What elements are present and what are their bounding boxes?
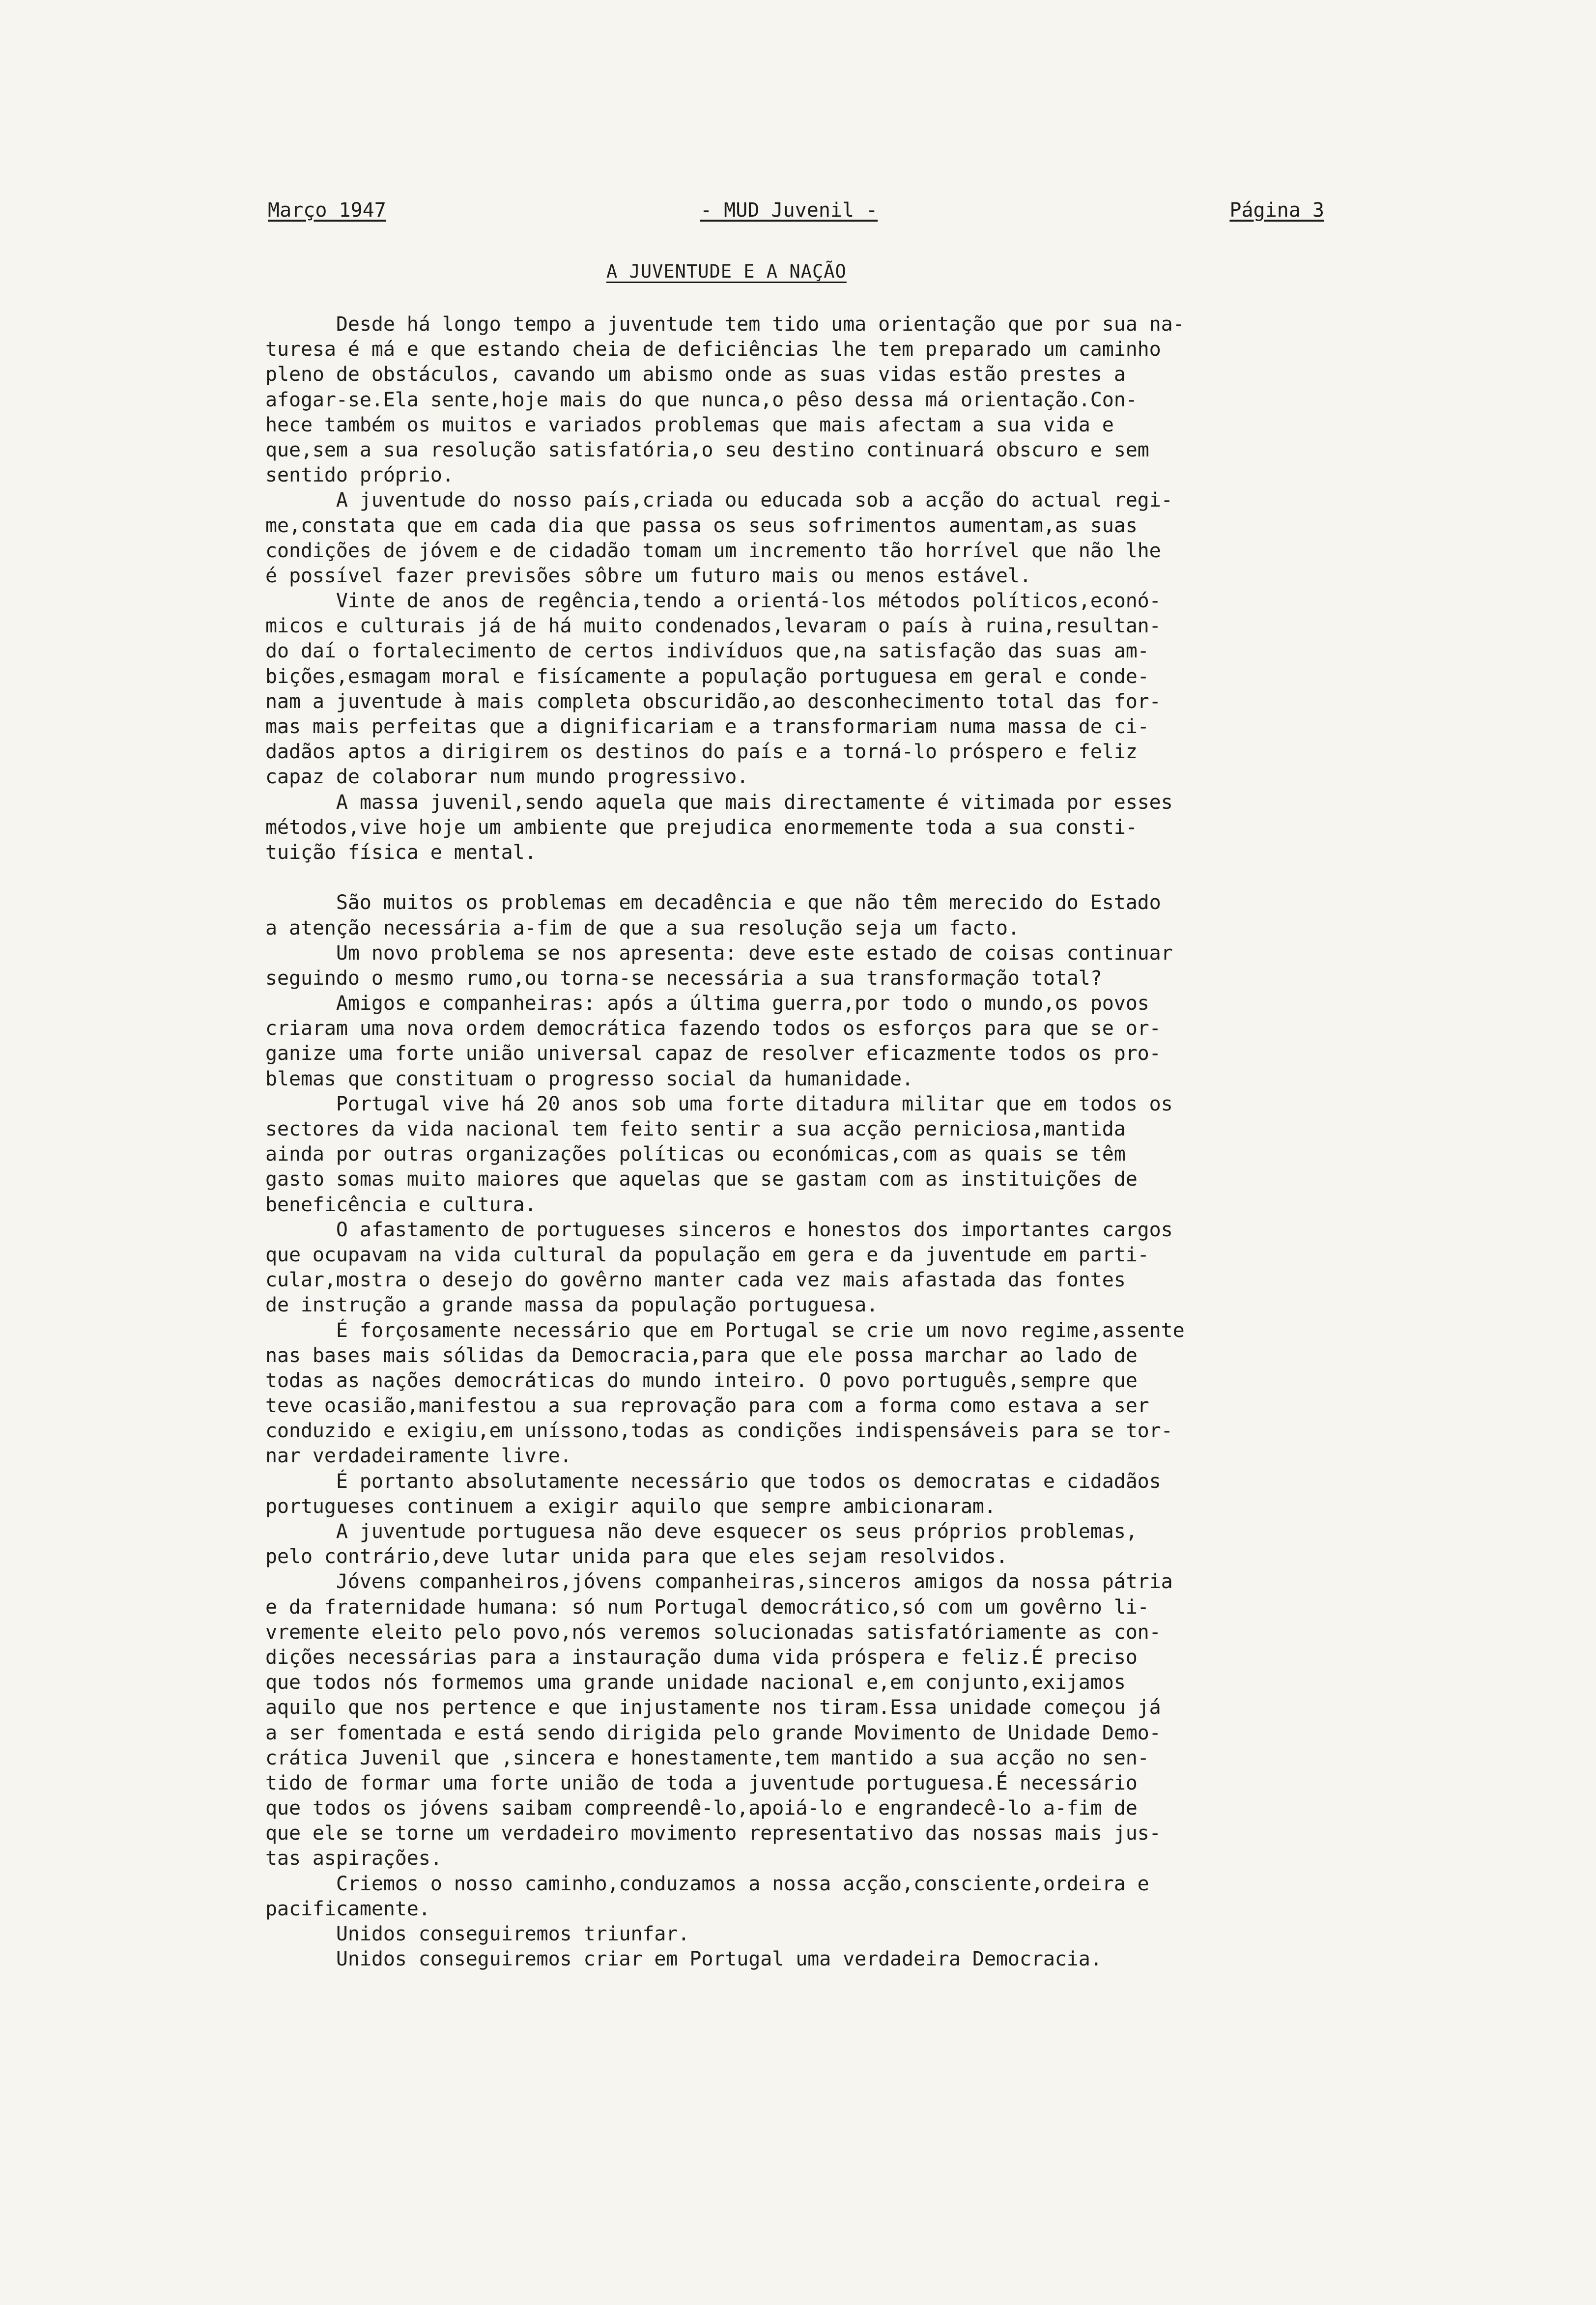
body-line: que ocupavam na vida cultural da população em gera e da juventude em parti-: [265, 1243, 1149, 1266]
body-line: Unidos conseguiremos criar em Portugal uma verdadeira Democracia.: [265, 1948, 1102, 1971]
body-line: Um novo problema se nos apresenta: deve este estado de coisas continuar: [265, 941, 1173, 965]
body-line: É portanto absolutamente necessário que todos os democratas e cidadãos: [265, 1470, 1161, 1493]
body-line: O afastamento de portugueses sinceros e honestos dos importantes cargos: [265, 1218, 1173, 1241]
body-line: dições necessárias para a instauração duma vida próspera e feliz.É preciso: [265, 1646, 1138, 1669]
body-line: sentido próprio.: [265, 464, 454, 487]
body-line: nas bases mais sólidas da Democracia,para que ele possa marchar ao lado de: [265, 1344, 1138, 1367]
body-line: pleno de obstáculos, cavando um abismo onde as suas vidas estão prestes a: [265, 363, 1126, 386]
body-line: beneficência e cultura.: [265, 1193, 537, 1216]
body-line: do daí o fortalecimento de certos indivíduos que,na satisfação das suas am-: [265, 640, 1149, 663]
body-line: dadãos aptos a dirigirem os destinos do país e a torná-lo próspero e feliz: [265, 740, 1138, 764]
body-line: Unidos conseguiremos triunfar.: [265, 1923, 690, 1945]
body-line: a ser fomentada e está sendo dirigida pelo grande Movimento de Unidade Demo-: [265, 1721, 1161, 1744]
body-line: Portugal vive há 20 anos sob uma forte ditadura militar que em todos os: [265, 1092, 1173, 1115]
body-line: Vinte de anos de regência,tendo a orientá-los métodos políticos,econó-: [265, 590, 1161, 613]
body-line: a atenção necessária a-fim de que a sua resolução seja um facto.: [265, 916, 1020, 939]
body-line: cular,mostra o desejo do govêrno manter cada vez mais afastada das fontes: [265, 1269, 1126, 1292]
body-line: tas aspirações.: [265, 1847, 442, 1870]
body-line: capaz de colaborar num mundo progressivo.: [265, 766, 749, 789]
body-line: Jóvens companheiros,jóvens companheiras,sinceros amigos da nossa pátria: [265, 1570, 1173, 1594]
body-line: tido de formar uma forte união de toda a juventude portuguesa.É necessário: [265, 1771, 1138, 1794]
article-title: A JUVENTUDE E A NAÇÃO: [606, 261, 847, 282]
header-publication: - MUD Juvenil -: [700, 199, 878, 222]
body-line: vremente eleito pelo povo,nós veremos solucionadas satisfatóriamente as con-: [265, 1621, 1161, 1644]
body-line: ganize uma forte união universal capaz de resolver eficazmente todos os pro-: [265, 1042, 1161, 1065]
body-line: portugueses continuem a exigir aquilo que sempre ambicionaram.: [265, 1495, 996, 1518]
body-line: pacificamente.: [265, 1897, 430, 1920]
body-line: Amigos e companheiras: após a última guerra,por todo o mundo,os povos: [265, 992, 1149, 1015]
body-line: São muitos os problemas em decadência e que não têm merecido do Estado: [265, 891, 1161, 914]
body-line: teve ocasião,manifestou a sua reprovação para com a forma como estava a ser: [265, 1394, 1149, 1418]
body-line: hece também os muitos e variados problemas que mais afectam a sua vida e: [265, 413, 1114, 436]
page-header: [268, 196, 1324, 225]
body-line: Desde há longo tempo a juventude tem tido uma orientação que por sua na-: [265, 313, 1185, 336]
body-line: A massa juvenil,sendo aquela que mais directamente é vitimada por esses: [265, 791, 1173, 814]
body-line: nam a juventude à mais completa obscuridão,ao desconhecimento total das for-: [265, 690, 1161, 713]
body-line: [265, 865, 1368, 890]
body-line: crática Juvenil que ,sincera e honestamente,tem mantido a sua acção no sen-: [265, 1746, 1149, 1769]
body-line: tuição física e mental.: [265, 841, 537, 864]
body-line: que,sem a sua resolução satisfatória,o seu destino continuará obscuro e sem: [265, 438, 1149, 461]
body-line: condições de jóvem e de cidadão tomam um incremento tão horrível que não lhe: [265, 539, 1161, 562]
body-line: gasto somas muito maiores que aquelas que se gastam com as instituições de: [265, 1168, 1138, 1191]
body-line: que todos os jóvens saibam compreendê-lo,apoiá-lo e engrandecê-lo a-fim de: [265, 1797, 1138, 1820]
body-line: A juventude do nosso país,criada ou educada sob a acção do actual regi-: [265, 489, 1173, 512]
body-line: de instrução a grande massa da população portuguesa.: [265, 1294, 879, 1317]
body-line: me,constata que em cada dia que passa os seus sofrimentos aumentam,as suas: [265, 514, 1138, 537]
article-body: [265, 312, 1368, 1972]
body-line: turesa é má e que estando cheia de deficiências lhe tem preparado um caminho: [265, 338, 1161, 361]
header-date: Março 1947: [268, 199, 386, 222]
body-line: aquilo que nos pertence e que injustamente nos tiram.Essa unidade começou já: [265, 1696, 1161, 1719]
body-line: criaram uma nova ordem democrática fazendo todos os esforços para que se or-: [265, 1017, 1161, 1040]
header-page-number: Página 3: [1229, 199, 1324, 222]
body-line: afogar-se.Ela sente,hoje mais do que nunca,o pêso dessa má orientação.Con-: [265, 388, 1138, 411]
body-line: nar verdadeiramente livre.: [265, 1445, 572, 1468]
body-line: todas as nações democráticas do mundo inteiro. O povo português,sempre que: [265, 1369, 1138, 1392]
body-line: que ele se torne um verdadeiro movimento representativo das nossas mais jus-: [265, 1822, 1161, 1845]
body-line: seguindo o mesmo rumo,ou torna-se necessária a sua transformação total?: [265, 967, 1102, 990]
body-line: conduzido e exigiu,em uníssono,todas as condições indispensáveis para se tor-: [265, 1420, 1173, 1443]
body-line: e da fraternidade humana: só num Portugal democrático,só com um govêrno li-: [265, 1595, 1149, 1619]
body-line: blemas que constituam o progresso social da humanidade.: [265, 1067, 914, 1090]
body-line: ainda por outras organizações políticas ou económicas,com as quais se têm: [265, 1143, 1126, 1166]
body-line: pelo contrário,deve lutar unida para que eles sejam resolvidos.: [265, 1545, 1008, 1568]
body-line: que todos nós formemos uma grande unidade nacional e,em conjunto,exijamos: [265, 1671, 1126, 1694]
body-line: A juventude portuguesa não deve esquecer os seus próprios problemas,: [265, 1520, 1138, 1543]
body-line: É forçosamente necessário que em Portugal se crie um novo regime,assente: [265, 1319, 1185, 1342]
body-line: Criemos o nosso caminho,conduzamos a nossa acção,consciente,ordeira e: [265, 1872, 1149, 1895]
body-line: é possível fazer previsões sôbre um futuro mais ou menos estável.: [265, 564, 1031, 587]
body-line: micos e culturais já de há muito condenados,levaram o país à ruina,resultan-: [265, 615, 1161, 638]
body-line: bições,esmagam moral e fisícamente a população portuguesa em geral e conde-: [265, 665, 1149, 688]
body-line: sectores da vida nacional tem feito sentir a sua acção perniciosa,mantida: [265, 1118, 1126, 1140]
body-line: métodos,vive hoje um ambiente que prejudica enormemente toda a sua consti-: [265, 816, 1138, 839]
body-line: mas mais perfeitas que a dignificariam e a transformariam numa massa de ci-: [265, 715, 1149, 738]
